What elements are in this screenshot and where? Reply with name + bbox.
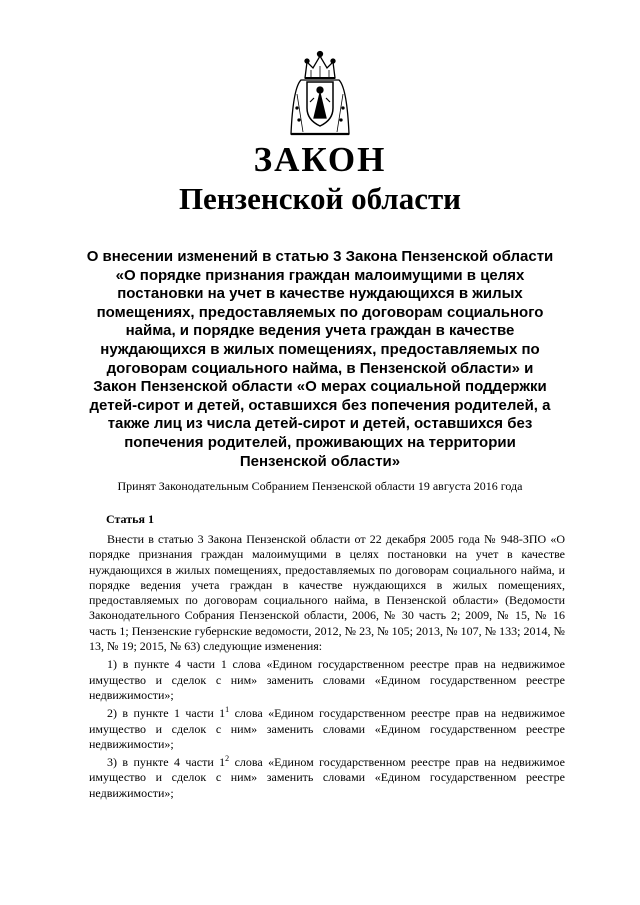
item-text: слова «Едином государственном реестре прав на недвижимое имущество и сделок с ним» заменить словами «Едином государственном реестре недвижимости»;	[89, 706, 565, 751]
item-text: слова «Едином государственном реестре прав на недвижимое имущество и сделок с ним» заменить словами «Едином государственном реестре недвижимости»;	[89, 755, 565, 800]
heading-line: также лиц из числа детей-сирот и детей, оставшихся без	[107, 415, 533, 433]
item-text: 2) в пункте 1 части 1	[107, 706, 226, 721]
heading-line: О внесении изменений в статью 3 Закона Пензенской области	[86, 248, 554, 265]
amendment-item-1: 1) в пункте 4 части 1 слова «Едином государственном реестре прав на недвижимое имущество и сделок с ним» заменить словами «Едином государственном реестре недвижимости»;	[89, 657, 565, 702]
article-body	[89, 532, 565, 804]
heading-line: попечения родителей, проживающих на территории	[124, 433, 516, 451]
heading-line: Закон Пензенской области «О мерах социальной поддержки	[93, 378, 547, 396]
amendment-item-2	[89, 706, 565, 752]
heading-line: «О порядке признания граждан малоимущими в целях	[115, 266, 525, 284]
heading-line: помещениях, предоставляемых по договорам социального	[96, 303, 544, 321]
heading-line: постановки на учет в качестве нуждающихся в жилых	[117, 285, 523, 303]
heading-line: Пензенской области»	[239, 452, 401, 470]
heading-line: детей-сирот и детей, оставшихся без попечения родителей, а	[89, 396, 551, 414]
item-superscript: 1	[225, 705, 230, 715]
article-title: Статья 1	[106, 512, 154, 526]
penza-coat-of-arms-icon	[285, 48, 355, 140]
heading-line: нуждающихся в жилых помещениях, предоставляемых по	[100, 340, 540, 358]
article-intro: Внести в статью 3 Закона Пензенской области от 22 декабря 2005 года № 948-ЗПО «О порядке признания граждан малоимущими в целях постановки на учет в качестве нуждающихся в жилых помещениях, предоставляемых по договорам социального найма, и порядке ведения учета граждан в качестве нуждающихся в жилых помещениях, предоставляемых по договорам социального найма, в Пензенской области» (Ведомости Законодательного Собрания Пензенской области, 2006, № 30 часть 2; 2009, № 15, № 16 часть 1; Пензенские губернские ведомости, 2012, № 23, № 105; 2013, № 107, № 133; 2014, № 13, № 19; 2015, № 63) следующие изменения:	[89, 532, 565, 654]
heading-line: договорам социального найма, в Пензенской области» и	[106, 359, 534, 377]
item-text: 3) в пункте 4 части 1	[107, 755, 226, 770]
item-superscript: 2	[225, 754, 230, 764]
adoption-note: Принят Законодательным Собранием Пензенской области 19 августа 2016 года	[117, 479, 523, 493]
law-region: Пензенской области	[178, 181, 462, 216]
law-title: ЗАКОН	[253, 140, 387, 179]
law-heading	[80, 248, 560, 471]
heading-line: найма, и порядке ведения учета граждан в качестве	[125, 322, 515, 340]
amendment-item-3	[89, 755, 565, 801]
